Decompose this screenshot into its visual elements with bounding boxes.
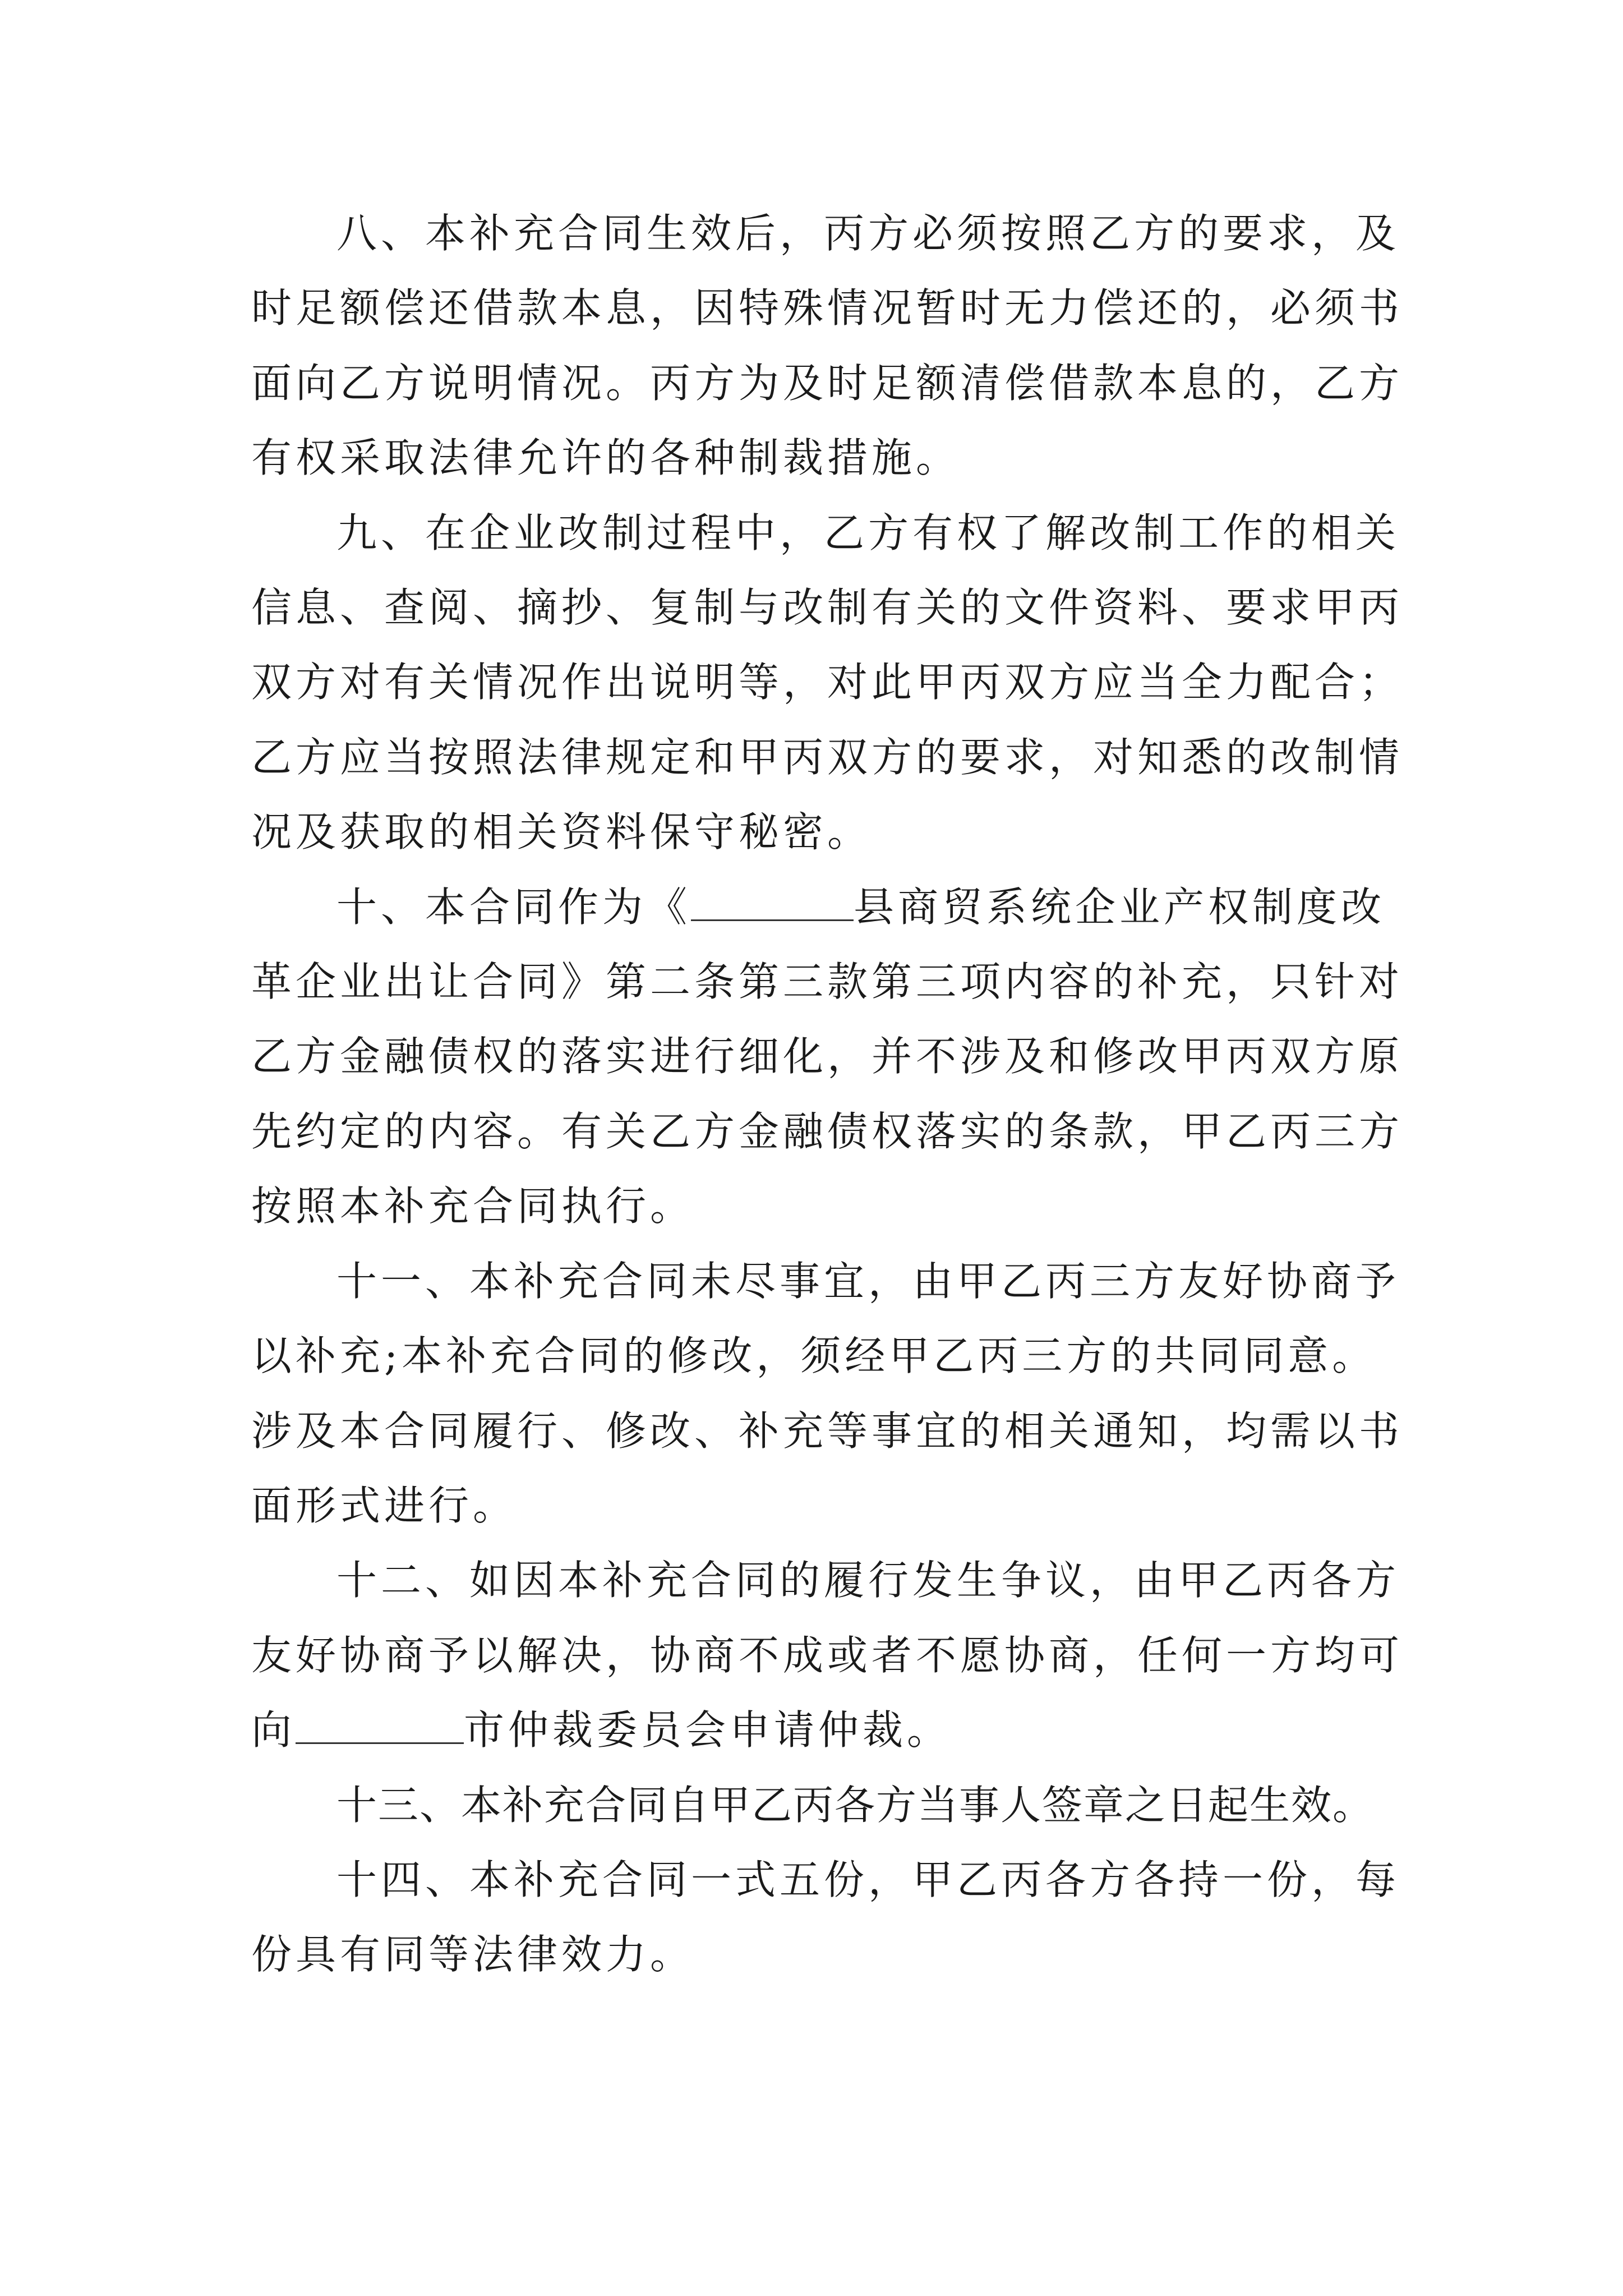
- clause-13: [251, 1768, 1384, 1843]
- text-line: 友好协商予以解决，协商不成或者不愿协商，任何一方均可: [251, 1631, 1404, 1679]
- clause-10: [251, 870, 1404, 1244]
- text-line: 革企业出让合同》第二条第三款第三项内容的补充，只针对: [251, 958, 1404, 1006]
- text-line: 面形式进行。: [251, 1481, 518, 1529]
- text-segment: 县商贸系统企业产权制度改: [854, 883, 1386, 931]
- clause-14: [251, 1843, 1400, 1993]
- text-line: 信息、查阅、摘抄、复制与改制有关的文件资料、要求甲丙: [251, 584, 1404, 632]
- clause-8: [251, 196, 1404, 496]
- contract-body: [251, 196, 1404, 1993]
- text-line: 先约定的内容。有关乙方金融债权落实的条款，甲乙丙三方: [251, 1107, 1404, 1155]
- text-line: 有权采取法律允许的各种制裁措施。: [251, 434, 961, 482]
- text-segment: 向: [251, 1706, 296, 1754]
- county-name-blank[interactable]: [691, 881, 854, 921]
- text-line: [251, 1693, 1384, 1768]
- text-line: 十二、如因本补充合同的履行发生争议，由甲乙丙各方: [336, 1557, 1400, 1604]
- text-line: 十四、本补充合同一式五份，甲乙丙各方各持一份，每: [336, 1856, 1400, 1903]
- text-segment: 市仲裁委员会申请仲裁。: [464, 1706, 952, 1754]
- text-line: 十一、本补充合同未尽事宜，由甲乙丙三方友好协商予: [336, 1257, 1400, 1305]
- clause-9: [251, 496, 1404, 870]
- city-name-blank[interactable]: [296, 1704, 464, 1744]
- text-line: 面向乙方说明情况。丙方为及时足额清偿借款本息的，乙方: [251, 359, 1404, 407]
- text-line: 况及获取的相关资料保守秘密。: [251, 808, 872, 856]
- clause-11: [251, 1244, 1404, 1544]
- text-line: 双方对有关情况作出说明等，对此甲丙双方应当全力配合；: [251, 659, 1404, 706]
- text-line: 时足额偿还借款本息，因特殊情况暂时无力偿还的，必须书: [251, 284, 1404, 332]
- text-line: 份具有同等法律效力。: [251, 1931, 695, 1978]
- text-line: 乙方应当按照法律规定和甲丙双方的要求，对知悉的改制情: [251, 733, 1404, 781]
- text-line: 十三、本补充合同自甲乙丙各方当事人签章之日起生效。: [336, 1781, 1375, 1829]
- text-line: 乙方金融债权的落实进行细化，并不涉及和修改甲丙双方原: [251, 1033, 1404, 1080]
- text-line: 涉及本合同履行、修改、补充等事宜的相关通知，均需以书: [251, 1407, 1404, 1455]
- clause-12: [251, 1543, 1404, 1768]
- text-line: [251, 870, 1384, 945]
- text-line: 按照本补充合同执行。: [251, 1182, 695, 1230]
- text-line: 九、在企业改制过程中，乙方有权了解改制工作的相关: [336, 509, 1400, 556]
- text-segment: 十、本合同作为《: [336, 883, 691, 931]
- text-line: 以补充;本补充合同的修改，须经甲乙丙三方的共同同意。: [251, 1332, 1377, 1380]
- text-line: 八、本补充合同生效后，丙方必须按照乙方的要求，及: [336, 210, 1400, 257]
